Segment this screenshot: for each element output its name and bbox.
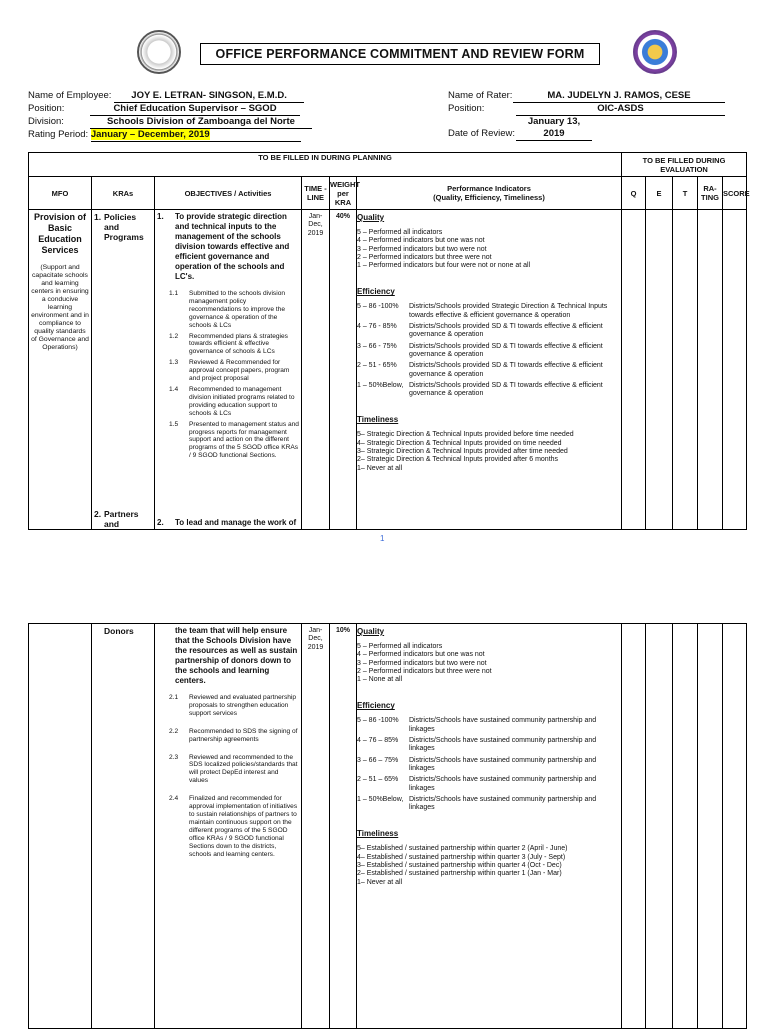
employee-name-label: Name of Employee: [28, 90, 112, 101]
review-date: January 13, 2019 [516, 116, 592, 141]
timeliness-item: 3– Established / sustained partnership within quarter 4 (Oct - Dec) [357, 862, 562, 870]
timeliness-item: 4– Established / sustained partnership within quarter 3 (July - Sept) [357, 853, 566, 861]
timeliness-item: 5– Strategic Direction & Technical Inputs provided before time needed [357, 431, 574, 439]
quality-item: 3 – Performed indicators but two were not [357, 245, 487, 253]
objective-1-activities [157, 290, 299, 460]
kras-header: KRAs [92, 177, 155, 210]
score-cell [723, 624, 747, 1029]
weight-header: WEIGHT per KRA [330, 177, 357, 210]
rating-header: RA- TING [698, 177, 723, 210]
efficiency-heading: Efficiency [357, 287, 395, 297]
indicators-header: Performance Indicators (Quality, Efficiency, Timeliness) [357, 177, 622, 210]
timeliness-item: 3– Strategic Direction & Technical Inputs provided after time needed [357, 448, 568, 456]
quality-item: 5 – Performed all indicators [357, 229, 443, 236]
indicators-cell [357, 624, 622, 1029]
efficiency-item: 5 – 86 -100% Districts/Schools provided Strategic Direction & Technical Inputs towards effective & efficient governance & operation [357, 303, 608, 319]
efficiency-heading: Efficiency [357, 701, 395, 711]
employee-division-label: Division: [28, 116, 64, 127]
quality-item: 1 – Performed indicators but four were not or none at all [357, 262, 531, 270]
q-header: Q [622, 177, 646, 210]
evaluation-header: TO BE FILLED DURING EVALUATION [622, 153, 747, 177]
efficiency-item: 1 – 50%Below, Districts/Schools have sustained community partnership and linkages [357, 795, 597, 812]
quality-heading: Quality [357, 627, 385, 636]
indicators-cell [357, 210, 622, 530]
t-header: T [673, 177, 698, 210]
timeline-header: TIME -LINE [302, 177, 330, 210]
activity-item: 1.1 Submitted to the schools division management policy recommendations to improve the governance & operation of the schools & LCs [169, 290, 286, 329]
kra-policies: 1. Policies and Programs [94, 212, 144, 242]
activity-item: 2.3 Reviewed and recommended to the SDS localized policies/standards that will protect DepEd interest and values [169, 753, 298, 785]
timeliness-heading: Timeliness [357, 415, 399, 425]
kra-donors: Donors [104, 626, 134, 636]
efficiency-item: 2 – 51 – 65% Districts/Schools have sustained community partnership and linkages [357, 776, 597, 792]
quality-item: 3 – Performed indicators but two were not [357, 659, 487, 667]
weight-cell: 40% [330, 210, 357, 530]
q-cell [622, 624, 646, 1029]
employee-info [28, 90, 358, 142]
objectives-header: OBJECTIVES / Activities [155, 177, 302, 210]
activity-item: 1.3 Reviewed & Recommended for approval concept papers, program and project proposal [169, 359, 290, 383]
quality-heading: Quality [357, 213, 385, 222]
e-cell [646, 210, 673, 530]
performance-table-page1 [28, 152, 750, 530]
rating-period: January – December, 2019 [90, 129, 210, 140]
rater-info [448, 90, 748, 141]
e-header: E [646, 177, 673, 210]
efficiency-item: 3 – 66 - 75% Districts/Schools provided SD & TI towards effective & efficient governance & operation [357, 342, 603, 358]
timeline-cell: Jan-Dec, 2019 [302, 624, 330, 1029]
score-cell [723, 210, 747, 530]
form-title: OFFICE PERFORMANCE COMMITMENT AND REVIEW FORM [200, 43, 600, 65]
t-cell [673, 210, 698, 530]
efficiency-item: 4 – 76 - 85% Districts/Schools provided SD & TI towards effective & efficient governance & operation [357, 323, 603, 339]
t-cell [673, 624, 698, 1029]
rating-period-label: Rating Period: [28, 129, 89, 140]
efficiency-item: 2 – 51 - 65% Districts/Schools provided SD & TI towards effective & efficient governance & operation [357, 362, 603, 378]
activity-item: 2.2 Recommended to SDS the signing of partnership agreements [169, 727, 298, 743]
e-cell [646, 624, 673, 1029]
timeliness-item: 2– Established / sustained partnership within quarter 1 (Jan - Mar) [357, 870, 562, 878]
planning-header: TO BE FILLED IN DURING PLANNING [29, 153, 622, 177]
activity-item: 1.5 Presented to management status and progress reports for management support and action on the different programs of the 5 SGOD office KRAs / 9 SGOD functional Sections. [169, 420, 299, 460]
rater-position-label: Position: [448, 103, 485, 114]
objective-1: 1. To provide strategic direction and technical inputs to the management of the schools division towards effective and efficient governance and operation of the schools and LC's. [157, 212, 290, 281]
employee-name: JOY E. LETRAN- SINGSON, E.M.D. [114, 90, 304, 103]
weight-cell: 10% [330, 624, 357, 1029]
timeline-cell: Jan-Dec, 2019 [302, 210, 330, 530]
rating-cell [698, 210, 723, 530]
efficiency-item: 1 – 50%Below, Districts/Schools provided SD & TI towards effective & efficient governance & operation [357, 381, 603, 398]
quality-item: 2 – Performed indicators but three were not [357, 253, 492, 261]
objective-2: 2. To lead and manage the work of [157, 518, 297, 527]
quality-item: 2 – Performed indicators but three were not [357, 667, 492, 675]
deped-seal-logo [137, 30, 181, 74]
mfo-description: (Support and capacitate schools and learning centers in ensuring a conducive learning environment and in compliance to quality standards of Governance and Operations) [31, 264, 89, 351]
division-seal-logo [633, 30, 677, 74]
kra-partners: 2. Partners and [94, 509, 139, 529]
review-date-label: Date of Review: [448, 128, 516, 139]
score-header: SCORE [723, 177, 747, 210]
rating-cell [698, 624, 723, 1029]
employee-division: Schools Division of Zamboanga del Norte [90, 116, 312, 129]
mfo-cell-continued [29, 624, 92, 1029]
mfo-header: MFO [29, 177, 92, 210]
rater-name: MA. JUDELYN J. RAMOS, CESE [513, 90, 725, 103]
q-cell [622, 210, 646, 530]
activity-item: 1.4 Recommended to management division initiated programs related to providing education support to schools & LCs [169, 385, 295, 417]
activity-item: 2.4 Finalized and recommended for approval implementation of initiatives to sustain relationships of partners to maintain continuous support on the different programs of the 5 SGOD office KRAs / 9 SGOD functional Sections down to the districts, schools and learning centers. [169, 795, 298, 858]
timeliness-item: 5– Established / sustained partnership within quarter 2 (April - June) [357, 845, 568, 853]
timeliness-heading: Timeliness [357, 829, 399, 839]
quality-item: 5 – Performed all indicators [357, 643, 443, 650]
quality-item: 1 – None at all [357, 676, 403, 684]
rater-position: OIC-ASDS [516, 103, 725, 116]
timeliness-item: 2– Strategic Direction & Technical Inputs provided after 6 months [357, 456, 559, 464]
objective-2-activities [157, 694, 299, 858]
employee-position: Chief Education Supervisor – SGOD [90, 103, 300, 116]
efficiency-item: 4 – 76 – 85% Districts/Schools have sustained community partnership and linkages [357, 737, 597, 753]
mfo-title: Provision of Basic Education Services [33, 212, 86, 255]
performance-table-page2 [28, 623, 747, 1029]
quality-item: 4 – Performed indicators but one was not [357, 237, 485, 245]
rater-name-label: Name of Rater: [448, 90, 513, 101]
employee-position-label: Position: [28, 103, 65, 114]
activity-item: 2.1 Reviewed and evaluated partnership proposals to strengthen education support services [169, 694, 297, 717]
timeliness-item: 1– Never at all [357, 464, 403, 472]
timeliness-item: 4– Strategic Direction & Technical Inputs provided on time needed [357, 439, 562, 447]
page-number: 1 [380, 534, 385, 543]
activity-item: 1.2 Recommended plans & strategies towards efficient & effective governance of schools & LCs [169, 332, 288, 356]
timeliness-item: 1– Never at all [357, 878, 403, 886]
quality-item: 4 – Performed indicators but one was not [357, 651, 485, 659]
efficiency-item: 3 – 66 – 75% Districts/Schools have sustained community partnership and linkages [357, 756, 597, 772]
efficiency-item: 5 – 86 -100% Districts/Schools have sustained community partnership and linkages [357, 717, 597, 733]
objective-2-continued: the team that will help ensure that the Schools Division have the resources as well as sustain partnership of donors down to the schools and learning centers. [175, 626, 298, 685]
